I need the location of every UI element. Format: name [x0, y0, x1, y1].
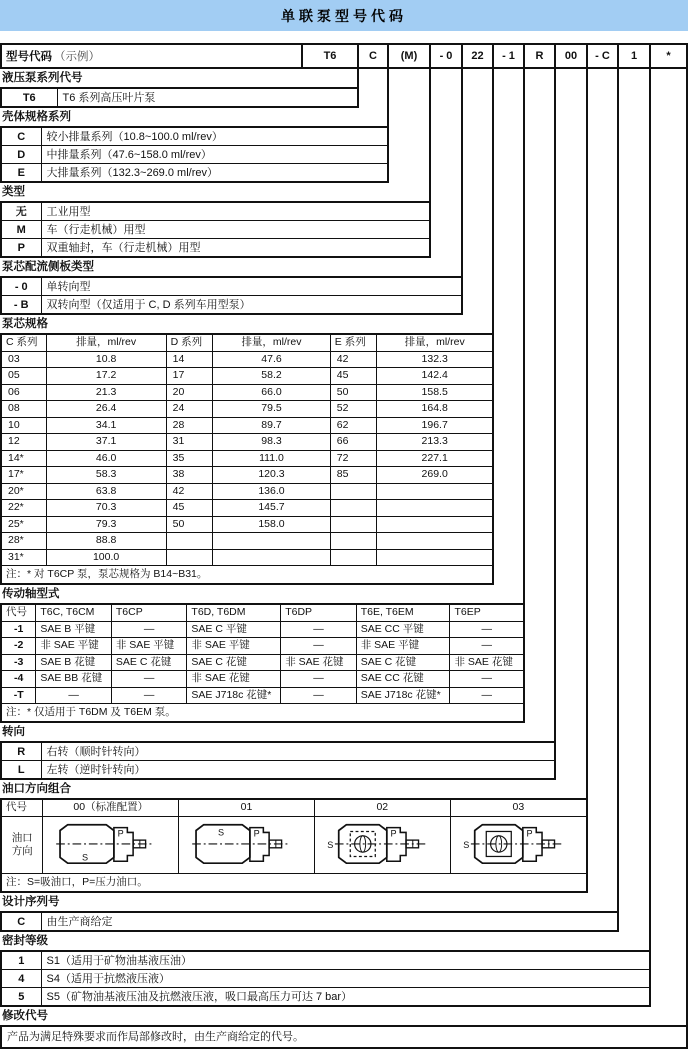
column-header: T6C, T6CM [36, 605, 112, 621]
table-cell: SAE C 花键 [111, 654, 187, 671]
table-cell: S4（适用于抗燃液压液） [41, 970, 650, 988]
table-cell: E [1, 164, 41, 183]
table-cell: 88.8 [46, 533, 166, 550]
table-header-row [2, 335, 492, 351]
column-header: C 系列 [2, 335, 46, 351]
table-cell: 269.0 [377, 467, 492, 484]
design-table [0, 911, 619, 932]
table-cell: 较小排量系列（10.8~100.0 ml/rev） [41, 127, 388, 146]
table-row [2, 500, 492, 517]
model-code-label-note: （示例） [54, 51, 100, 63]
column-header: T6D, T6DM [187, 605, 281, 621]
table-cell: SAE J718c 花键* [356, 687, 450, 703]
table-cell: — [450, 638, 523, 655]
table-row [2, 516, 492, 533]
table-cell: C [1, 127, 41, 146]
table-cell: D [1, 146, 41, 164]
table-cell: 12 [2, 434, 46, 451]
table-cell: 非 SAE 平键 [111, 638, 187, 655]
table-cell: 70.3 [46, 500, 166, 517]
table-cell: — [281, 638, 357, 655]
table-row [1, 221, 430, 239]
pump-diagram-03-svg [459, 818, 577, 868]
ports-code-row [2, 800, 586, 816]
section-title: 密封等级 [2, 935, 48, 947]
table-cell [213, 533, 331, 550]
table-row [2, 549, 492, 565]
table-cell: SAE J718c 花键* [187, 687, 281, 703]
port-option-00: 00（标准配置） [43, 800, 179, 816]
table-cell: L [1, 761, 41, 780]
section-series [0, 69, 359, 108]
table-cell: 4 [1, 970, 41, 988]
port-s-label: S [217, 826, 224, 837]
table-cell: 42 [166, 483, 213, 500]
table-cell [330, 533, 377, 550]
table-row [2, 621, 523, 638]
drop-line [554, 67, 556, 780]
port-s-label: S [81, 851, 88, 862]
table-cell: — [450, 621, 523, 638]
table-cell [377, 516, 492, 533]
code-cell-seal: 1 [617, 45, 649, 67]
column-header: 排量，ml/rev [377, 335, 492, 351]
table-cell: 37.1 [46, 434, 166, 451]
table-row [2, 654, 523, 671]
table-cell: 右转（顺时针转向） [41, 742, 555, 761]
section-modification [0, 1007, 688, 1049]
table-cell: SAE C 花键 [356, 654, 450, 671]
table-row [1, 88, 358, 107]
table-row [2, 450, 492, 467]
code-cell-design: - C [586, 45, 617, 67]
column-header: T6EP [450, 605, 523, 621]
table-cell [377, 533, 492, 550]
code-cell-cartridge: 22 [461, 45, 492, 67]
table-row [1, 164, 388, 183]
table-cell [330, 549, 377, 565]
column-header: D 系列 [166, 335, 213, 351]
shaft-table [2, 605, 523, 703]
table-cell: SAE C 花键 [187, 654, 281, 671]
table-cell: 由生产商给定 [41, 912, 618, 931]
rotation-table [0, 741, 556, 780]
code-cell-port-plate: - 0 [429, 45, 461, 67]
table-cell: 79.5 [213, 401, 331, 418]
table-row [2, 368, 492, 385]
port-option-02: 02 [314, 800, 450, 816]
pump-diagram-00 [43, 816, 179, 873]
table-cell: 120.3 [213, 467, 331, 484]
table-row [1, 239, 430, 258]
table-cell: — [111, 671, 187, 688]
table-cell: 14* [2, 450, 46, 467]
section-title: 油口方向组合 [2, 783, 71, 795]
table-cell: 大排量系列（132.3~269.0 ml/rev） [41, 164, 388, 183]
table-cell [377, 483, 492, 500]
table-cell: 164.8 [377, 401, 492, 418]
table-cell: 非 SAE 平键 [36, 638, 112, 655]
column-header: 排量，ml/rev [46, 335, 166, 351]
table-cell: 136.0 [213, 483, 331, 500]
section-seal [0, 932, 651, 1007]
table-cell: -3 [2, 654, 36, 671]
section-title: 泵芯配流侧板类型 [2, 261, 94, 273]
series-table [0, 87, 359, 108]
table-cell: 5 [1, 988, 41, 1007]
port-s-label: S [463, 839, 470, 850]
table-cell: 111.0 [213, 450, 331, 467]
port-plate-table [0, 276, 463, 315]
code-cell-shaft: - 1 [492, 45, 523, 67]
table-row [2, 483, 492, 500]
table-cell: 100.0 [46, 549, 166, 565]
table-cell [330, 516, 377, 533]
table-cell: 31 [166, 434, 213, 451]
table-cell: S1（适用于矿物油基液压油） [41, 951, 650, 970]
table-cell: 24 [166, 401, 213, 418]
drop-line [586, 67, 588, 893]
table-row [2, 638, 523, 655]
type-table [0, 201, 431, 258]
table-row [2, 533, 492, 550]
ports-code-label: 代号 [2, 800, 43, 816]
column-header: 代号 [2, 605, 36, 621]
table-cell: 50 [166, 516, 213, 533]
table-cell: — [450, 671, 523, 688]
ports-diagram-row [2, 816, 586, 873]
code-cell-modification: * [649, 45, 686, 67]
section-port-plate [0, 258, 463, 315]
table-cell [166, 533, 213, 550]
column-header: T6DP [281, 605, 357, 621]
pump-diagram-02-svg [323, 818, 441, 868]
table-cell: 03 [2, 351, 46, 368]
table-cell: — [281, 621, 357, 638]
model-code-label [2, 45, 301, 67]
table-cell: 158.0 [213, 516, 331, 533]
table-cell: T6 系列高压叶片泵 [57, 88, 358, 107]
table-cell: 47.6 [213, 351, 331, 368]
table-cell: 工业用型 [41, 202, 430, 221]
table-cell: 28* [2, 533, 46, 550]
table-cell: 66 [330, 434, 377, 451]
table-cell: 50 [330, 384, 377, 401]
table-cell: -1 [2, 621, 36, 638]
table-row [2, 384, 492, 401]
section-shaft [0, 585, 525, 723]
table-cell: 20* [2, 483, 46, 500]
code-cell-housing: C [357, 45, 387, 67]
table-row [1, 202, 430, 221]
table-cell: - 0 [1, 277, 41, 296]
table-row [2, 401, 492, 418]
pump-diagram-02 [314, 816, 450, 873]
table-cell: 52 [330, 401, 377, 418]
section-rotation [0, 723, 556, 780]
seal-table [0, 950, 651, 1007]
table-cell: 左转（逆时针转向） [41, 761, 555, 780]
table-cell: 42 [330, 351, 377, 368]
port-p-label: P [253, 827, 260, 838]
table-cell: SAE CC 花键 [356, 671, 450, 688]
section-title: 传动轴型式 [2, 588, 60, 600]
table-cell: 72 [330, 450, 377, 467]
port-s-label: S [327, 839, 334, 850]
table-cell: 46.0 [46, 450, 166, 467]
table-cell: 05 [2, 368, 46, 385]
column-header: T6CP [111, 605, 187, 621]
pump-diagram-01 [179, 816, 315, 873]
table-row [2, 417, 492, 434]
table-cell: 213.3 [377, 434, 492, 451]
section-title: 转向 [2, 726, 25, 738]
table-cell: — [281, 687, 357, 703]
table-cell: 142.4 [377, 368, 492, 385]
port-option-01: 01 [179, 800, 315, 816]
table-cell: 20 [166, 384, 213, 401]
table-cell [377, 500, 492, 517]
table-cell: 89.7 [213, 417, 331, 434]
drop-line [617, 67, 619, 932]
table-cell: 45 [330, 368, 377, 385]
table-row [1, 988, 650, 1007]
table-cell: 非 SAE 花键 [187, 671, 281, 688]
ports-table [2, 800, 586, 873]
table-row [1, 912, 618, 931]
table-cell: SAE C 平键 [187, 621, 281, 638]
table-cell: 132.3 [377, 351, 492, 368]
section-title: 设计序列号 [2, 896, 60, 908]
column-header: E 系列 [330, 335, 377, 351]
section-type [0, 183, 431, 258]
table-row [2, 434, 492, 451]
table-cell: 227.1 [377, 450, 492, 467]
table-cell [213, 549, 331, 565]
table-cell: R [1, 742, 41, 761]
table-cell: M [1, 221, 41, 239]
table-cell: 非 SAE 花键 [281, 654, 357, 671]
table-cell: T6 [1, 88, 57, 107]
table-cell [330, 500, 377, 517]
section-title: 液压泵系列代号 [2, 72, 83, 84]
table-cell: 45 [166, 500, 213, 517]
cartridge-box [0, 333, 494, 585]
table-cell: 35 [166, 450, 213, 467]
page-title: 单联泵型号代码 [0, 0, 688, 31]
table-cell: 非 SAE 花键 [450, 654, 523, 671]
port-option-03: 03 [450, 800, 586, 816]
code-cell-ports: 00 [554, 45, 586, 67]
table-cell: 58.2 [213, 368, 331, 385]
table-cell: 10 [2, 417, 46, 434]
table-cell: SAE BB 花键 [36, 671, 112, 688]
ports-row-label: 油口方向 [11, 831, 33, 857]
table-row [1, 742, 555, 761]
section-cartridge [0, 315, 494, 585]
modification-text: 产品为满足特殊要求而作局部修改时，由生产商给定的代号。 [1, 1026, 687, 1048]
table-row [1, 277, 462, 296]
table-cell: 单转向型 [41, 277, 462, 296]
model-code-label-bold: 型号代码 [6, 51, 52, 63]
shaft-box [0, 603, 525, 723]
table-cell: 26.4 [46, 401, 166, 418]
drop-line [649, 67, 651, 1007]
section-title: 修改代号 [2, 1010, 48, 1022]
table-row [1, 951, 650, 970]
table-cell: 非 SAE 平键 [356, 638, 450, 655]
table-cell: 79.3 [46, 516, 166, 533]
table-cell: 车（行走机械）用型 [41, 221, 430, 239]
pump-diagram-01-svg [188, 818, 306, 868]
table-cell: — [111, 687, 187, 703]
pump-diagram-03 [450, 816, 586, 873]
model-code-row [0, 43, 688, 69]
pump-diagram-00-svg [52, 818, 170, 868]
table-cell: 06 [2, 384, 46, 401]
table-cell: 1 [1, 951, 41, 970]
table-row [2, 351, 492, 368]
table-cell: P [1, 239, 41, 258]
code-cell-series: T6 [301, 45, 357, 67]
table-cell: 双重轴封，车（行走机械）用型 [41, 239, 430, 258]
table-row [1, 146, 388, 164]
section-housing [0, 108, 389, 183]
table-row [1, 761, 555, 780]
cartridge-note: 注：* 对 T6CP 泵，泵芯规格为 B14~B31。 [2, 565, 492, 583]
table-cell: 28 [166, 417, 213, 434]
code-cell-rotation: R [523, 45, 554, 67]
table-cell [377, 549, 492, 565]
column-header: T6E, T6EM [356, 605, 450, 621]
section-title: 泵芯规格 [2, 318, 48, 330]
table-cell: — [111, 621, 187, 638]
table-cell: 08 [2, 401, 46, 418]
table-cell [330, 483, 377, 500]
table-row [1, 296, 462, 315]
table-cell: 38 [166, 467, 213, 484]
table-cell: — [281, 671, 357, 688]
table-cell: 31* [2, 549, 46, 565]
table-row [2, 671, 523, 688]
port-p-label: P [526, 827, 533, 838]
table-cell: 158.5 [377, 384, 492, 401]
housing-table [0, 126, 389, 183]
table-cell: 98.3 [213, 434, 331, 451]
table-cell: 25* [2, 516, 46, 533]
column-header: 排量，ml/rev [213, 335, 331, 351]
ports-box [0, 798, 588, 893]
table-cell: 无 [1, 202, 41, 221]
table-header-row [2, 605, 523, 621]
table-cell: - B [1, 296, 41, 315]
ports-note: 注：S=吸油口，P=压力油口。 [2, 873, 586, 891]
table-cell: 66.0 [213, 384, 331, 401]
table-row [1, 127, 388, 146]
section-title: 类型 [2, 186, 25, 198]
modification-table [0, 1025, 688, 1049]
table-cell: 34.1 [46, 417, 166, 434]
section-title: 壳体规格系列 [2, 111, 71, 123]
table-cell: -2 [2, 638, 36, 655]
table-cell: 21.3 [46, 384, 166, 401]
table-cell: 17 [166, 368, 213, 385]
ports-row-label-cell [2, 816, 43, 873]
table-cell: SAE B 花键 [36, 654, 112, 671]
port-p-label: P [117, 827, 124, 838]
table-cell: -T [2, 687, 36, 703]
port-p-label: P [390, 827, 397, 838]
table-cell: 非 SAE 平键 [187, 638, 281, 655]
table-cell: 85 [330, 467, 377, 484]
table-cell [166, 549, 213, 565]
table-cell: 10.8 [46, 351, 166, 368]
table-cell: -4 [2, 671, 36, 688]
table-cell: 14 [166, 351, 213, 368]
table-cell: 58.3 [46, 467, 166, 484]
table-cell: 双转向型（仅适用于 C, D 系列车用型泵） [41, 296, 462, 315]
section-ports [0, 780, 588, 893]
table-cell: 17* [2, 467, 46, 484]
table-cell: 中排量系列（47.6~158.0 ml/rev） [41, 146, 388, 164]
table-row [2, 687, 523, 703]
table-cell: 62 [330, 417, 377, 434]
table-cell: 196.7 [377, 417, 492, 434]
shaft-note: 注：* 仅适用于 T6DM 及 T6EM 泵。 [2, 703, 523, 721]
table-cell: 145.7 [213, 500, 331, 517]
table-cell: 17.2 [46, 368, 166, 385]
table-cell: SAE CC 平键 [356, 621, 450, 638]
section-design [0, 893, 619, 932]
table-cell: 63.8 [46, 483, 166, 500]
table-cell: SAE B 平键 [36, 621, 112, 638]
code-cell-type: (M) [387, 45, 429, 67]
spacer [0, 31, 688, 43]
table-cell: C [1, 912, 41, 931]
table-cell: — [36, 687, 112, 703]
table-cell: S5（矿物油基液压油及抗燃液压液，吸口最高压力可达 7 bar） [41, 988, 650, 1007]
table-cell: — [450, 687, 523, 703]
table-cell: 22* [2, 500, 46, 517]
cartridge-table [2, 335, 492, 565]
table-row [1, 970, 650, 988]
table-row [2, 467, 492, 484]
table-row [1, 1026, 687, 1048]
